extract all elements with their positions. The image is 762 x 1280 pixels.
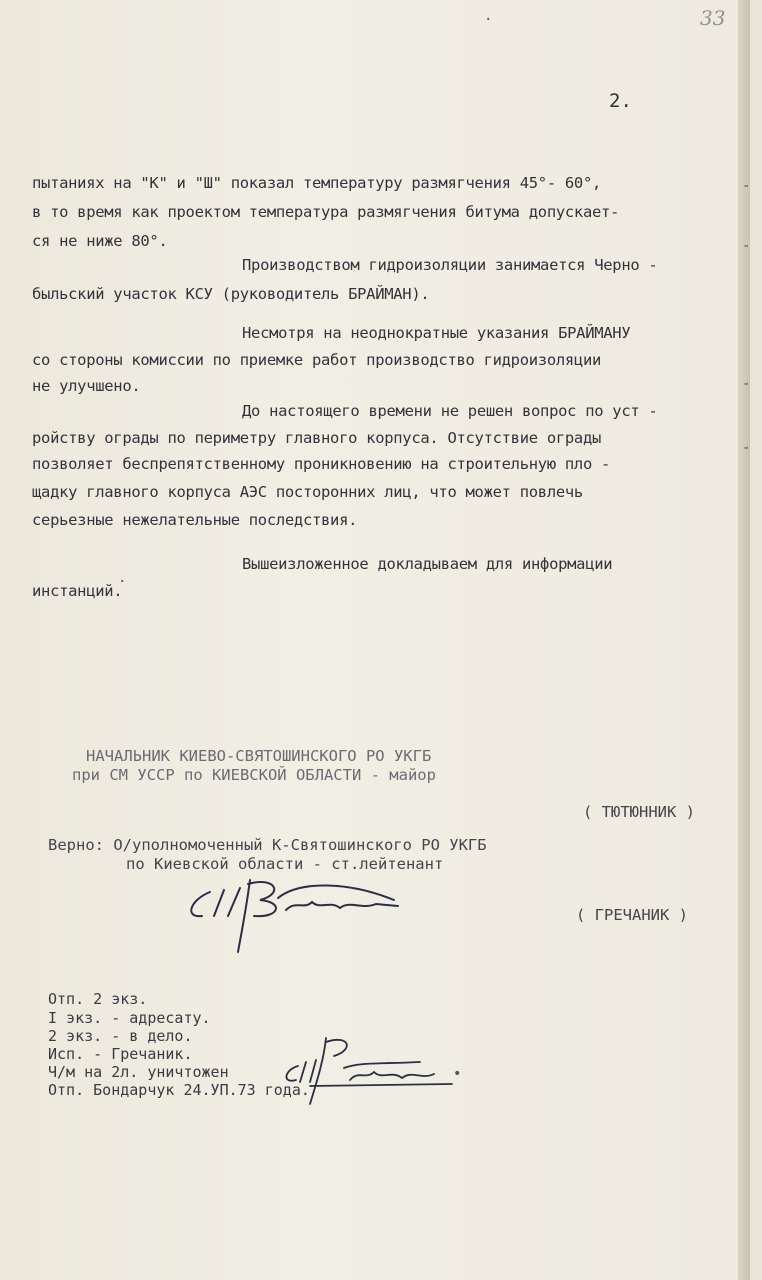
body-line: ройству ограды по периметру главного корпуса. Отсутствие ограды <box>32 429 602 447</box>
archive-number: 33 <box>700 6 726 30</box>
page-number: 2. <box>609 90 632 112</box>
distribution-line: Ч/м на 2л. уничтожен <box>48 1063 229 1081</box>
distribution-line: Отп. 2 экз. <box>48 990 148 1008</box>
verno-line: по Киевской области - ст.лейтенант <box>126 855 444 873</box>
body-line: Вышеизложенное докладываем для информации <box>242 555 613 573</box>
margin-mark: - <box>742 238 751 254</box>
period-mark: • <box>453 1066 462 1082</box>
body-line: инстанций. <box>32 582 123 600</box>
dot-mark: · <box>118 574 127 590</box>
body-line: пытаниях на "К" и "Ш" показал температуру размягчения 45°- 60°, <box>32 174 602 192</box>
body-line: в то время как проектом температура размягчения битума допускает- <box>32 203 620 221</box>
body-line: До настоящего времени не решен вопрос по уст - <box>242 402 658 420</box>
margin-mark: - <box>742 440 751 456</box>
margin-mark: - <box>742 376 751 392</box>
body-line: со стороны комиссии по приемке работ производство гидроизоляции <box>32 351 602 369</box>
body-line: щадку главного корпуса АЭС посторонних лиц, что может повлечь <box>32 483 583 501</box>
distribution-line: 2 экз. - в дело. <box>48 1027 193 1045</box>
chief-title-line: НАЧАЛЬНИК КИЕВО-СВЯТОШИНСКОГО РО УКГБ <box>86 747 432 765</box>
chief-name: ( ТЮТЮННИК ) <box>583 803 695 821</box>
handwritten-signature-small <box>270 1028 470 1108</box>
dot-mark: · <box>484 12 493 28</box>
body-line: Несмотря на неоднократные указания БРАЙМАНУ <box>242 324 631 342</box>
chief-title-line: при СМ УССР по КИЕВСКОЙ ОБЛАСТИ - майор <box>72 766 436 784</box>
distribution-line: Исп. - Гречаник. <box>48 1045 193 1063</box>
verno-name: ( ГРЕЧАНИК ) <box>576 906 688 924</box>
body-line: быльский участок КСУ (руководитель БРАЙМАН). <box>32 285 430 303</box>
body-line: не улучшено. <box>32 377 141 395</box>
body-line: Производством гидроизоляции занимается Черно - <box>242 256 658 274</box>
body-line: серьезные нежелательные последствия. <box>32 511 358 529</box>
handwritten-signature <box>180 870 410 960</box>
distribution-line: I экз. - адресату. <box>48 1009 211 1027</box>
verno-line: Верно: О/уполномоченный К-Святошинского РО УКГБ <box>48 836 487 854</box>
distribution-line: Отп. Бондарчук 24.УП.73 года. <box>48 1081 310 1099</box>
body-line: ся не ниже 80°. <box>32 232 168 250</box>
body-line: позволяет беспрепятственному проникновению на строительную пло - <box>32 455 611 473</box>
margin-mark: - <box>742 178 751 194</box>
